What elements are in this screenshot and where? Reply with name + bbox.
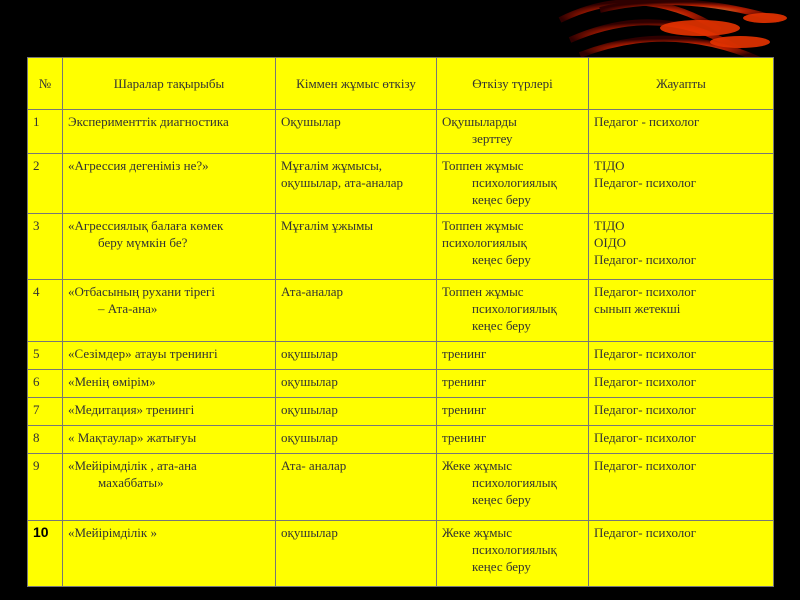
who-line: Мұғалім ұжымы bbox=[281, 217, 374, 233]
event-cell: «Медитация» тренингі bbox=[63, 398, 276, 426]
event-line: Эксперименттік диагностика bbox=[68, 114, 229, 129]
type-line: Топпен жұмыс bbox=[442, 157, 524, 173]
who-cell: оқушылар bbox=[276, 370, 437, 398]
type-line: кеңес беру bbox=[472, 251, 531, 267]
type-line: кеңес беру bbox=[472, 191, 531, 207]
who-line: оқушылар bbox=[281, 524, 338, 540]
row-num: 1 bbox=[28, 110, 63, 154]
event-line: «Агрессиялық балаға көмек bbox=[68, 217, 224, 233]
who-cell bbox=[276, 454, 437, 520]
header-types: Өткізу түрлері bbox=[437, 58, 589, 110]
who-cell bbox=[276, 213, 437, 279]
resp-line: Педагог- психолог bbox=[594, 251, 697, 267]
type-line: Жеке жұмыс bbox=[442, 524, 512, 540]
table-row bbox=[28, 454, 774, 520]
row-num: 6 bbox=[28, 370, 63, 398]
table-row bbox=[28, 280, 774, 342]
type-line: психологиялық bbox=[442, 234, 527, 250]
type-cell: тренинг bbox=[437, 370, 589, 398]
event-cell bbox=[63, 153, 276, 213]
who-cell: оқушылар bbox=[276, 342, 437, 370]
type-cell bbox=[437, 213, 589, 279]
type-line: зерттеу bbox=[472, 131, 513, 146]
event-cell: « Мақтаулар» жатығуы bbox=[63, 426, 276, 454]
type-cell bbox=[437, 153, 589, 213]
resp-cell: Педагог- психолог bbox=[589, 426, 774, 454]
resp-line: сынып жетекші bbox=[594, 301, 681, 317]
table-row bbox=[28, 398, 774, 426]
event-cell: «Сезімдер» атауы тренингі bbox=[63, 342, 276, 370]
header-responsible: Жауапты bbox=[589, 58, 774, 110]
type-cell bbox=[437, 520, 589, 586]
who-line: Оқушылар bbox=[281, 114, 341, 129]
row-num: 2 bbox=[28, 153, 63, 213]
row-num: 9 bbox=[28, 454, 63, 520]
resp-line: ОІДО bbox=[594, 234, 626, 250]
resp-cell bbox=[589, 153, 774, 213]
resp-cell bbox=[589, 454, 774, 520]
resp-cell: Педагог- психолог bbox=[589, 398, 774, 426]
resp-cell: Педагог- психолог bbox=[589, 342, 774, 370]
who-line: оқушылар, ата-аналар bbox=[281, 174, 404, 190]
resp-line: Педагог- психолог bbox=[594, 284, 697, 300]
type-line: психологиялық bbox=[472, 541, 557, 557]
type-line: психологиялық bbox=[472, 174, 557, 190]
who-line: Ата- аналар bbox=[281, 458, 347, 474]
who-cell bbox=[276, 520, 437, 586]
resp-cell bbox=[589, 520, 774, 586]
event-line: «Агрессия дегеніміз не?» bbox=[68, 157, 209, 173]
type-line: Топпен жұмыс bbox=[442, 217, 524, 233]
type-cell: тренинг bbox=[437, 398, 589, 426]
resp-line: Педагог - психолог bbox=[594, 114, 700, 129]
type-cell bbox=[437, 454, 589, 520]
events-table bbox=[27, 57, 774, 587]
who-cell bbox=[276, 280, 437, 342]
who-cell: оқушылар bbox=[276, 398, 437, 426]
header-events: Шаралар тақырыбы bbox=[63, 58, 276, 110]
type-line: Жеке жұмыс bbox=[442, 458, 512, 474]
table-row bbox=[28, 426, 774, 454]
table-row bbox=[28, 110, 774, 154]
type-line: психологиялық bbox=[472, 301, 557, 317]
row-num: 10 bbox=[28, 520, 63, 586]
resp-line: Педагог- психолог bbox=[594, 458, 697, 474]
event-cell bbox=[63, 520, 276, 586]
event-line: – Ата-ана» bbox=[98, 301, 158, 317]
table-row bbox=[28, 153, 774, 213]
event-line: «Мейірімділік , ата-ана bbox=[68, 458, 197, 474]
table-row bbox=[28, 342, 774, 370]
event-cell bbox=[63, 110, 276, 154]
event-cell: «Менің өмірім» bbox=[63, 370, 276, 398]
table-row bbox=[28, 520, 774, 586]
table-row bbox=[28, 370, 774, 398]
resp-cell: Педагог- психолог bbox=[589, 370, 774, 398]
type-line: Топпен жұмыс bbox=[442, 284, 524, 300]
type-line: кеңес беру bbox=[472, 492, 531, 508]
event-line: «Мейірімділік » bbox=[68, 524, 157, 540]
header-with-whom: Кіммен жұмыс өткізу bbox=[276, 58, 437, 110]
row-num: 7 bbox=[28, 398, 63, 426]
who-cell bbox=[276, 153, 437, 213]
row-num: 3 bbox=[28, 213, 63, 279]
who-line: Мұғалім жұмысы, bbox=[281, 157, 383, 173]
type-cell bbox=[437, 110, 589, 154]
header-num: № bbox=[28, 58, 63, 110]
resp-line: Педагог- психолог bbox=[594, 524, 697, 540]
resp-cell bbox=[589, 110, 774, 154]
event-line: махаббаты» bbox=[98, 475, 164, 491]
type-cell: тренинг bbox=[437, 342, 589, 370]
table-header-row bbox=[28, 58, 774, 110]
type-line: кеңес беру bbox=[472, 318, 531, 334]
event-line: «Отбасының рухани тірегі bbox=[68, 284, 215, 300]
event-line: беру мүмкін бе? bbox=[98, 234, 188, 250]
who-cell bbox=[276, 110, 437, 154]
resp-cell bbox=[589, 213, 774, 279]
resp-cell bbox=[589, 280, 774, 342]
type-line: Оқушыларды bbox=[442, 114, 517, 129]
type-line: психологиялық bbox=[472, 475, 557, 491]
type-line: кеңес беру bbox=[472, 558, 531, 574]
resp-line: ТІДО bbox=[594, 157, 625, 173]
row-num: 4 bbox=[28, 280, 63, 342]
resp-line: ТІДО bbox=[594, 217, 625, 233]
event-cell bbox=[63, 213, 276, 279]
table-row bbox=[28, 213, 774, 279]
who-cell: оқушылар bbox=[276, 426, 437, 454]
row-num: 5 bbox=[28, 342, 63, 370]
type-cell: тренинг bbox=[437, 426, 589, 454]
resp-line: Педагог- психолог bbox=[594, 174, 697, 190]
event-cell bbox=[63, 454, 276, 520]
event-cell bbox=[63, 280, 276, 342]
who-line: Ата-аналар bbox=[281, 284, 344, 300]
row-num: 8 bbox=[28, 426, 63, 454]
type-cell bbox=[437, 280, 589, 342]
